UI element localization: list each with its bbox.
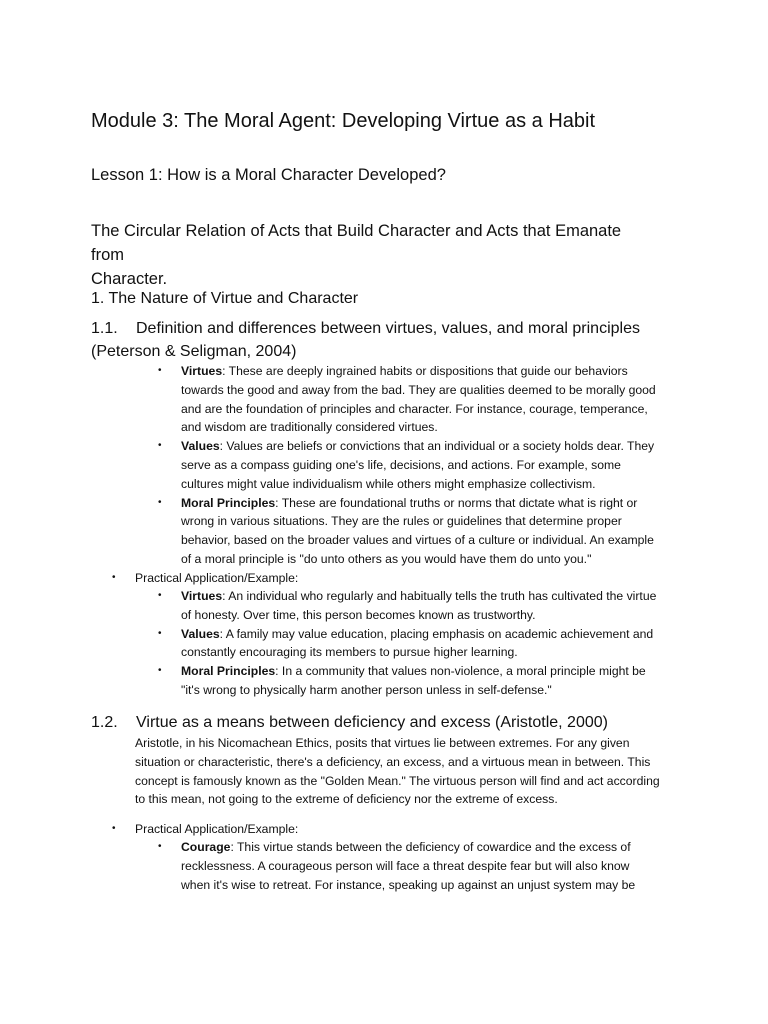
practical-application-label: Practical Application/Example: bbox=[135, 571, 299, 585]
example-text: : An individual who regularly and habitually tells the truth has cultivated the virtue of honesty. Over time, this person becomes known as trustworthy. bbox=[181, 589, 657, 622]
bullet-icon: • bbox=[112, 572, 116, 583]
definition-term: Virtues bbox=[181, 364, 223, 378]
example-text: : This virtue stands between the deficiency of cowardice and the excess of recklessness. A courageous person will face a threat despite fear but will also know when it's wise to retreat. For instance, speaking up against an unjust system may be bbox=[181, 840, 636, 892]
subsection-1-2-number: 1.2. bbox=[91, 714, 118, 731]
bullet-icon: • bbox=[158, 590, 162, 601]
subsection-1-2-title-text: Virtue as a means between deficiency and excess (Aristotle, 2000) bbox=[136, 714, 608, 731]
bullet-icon: • bbox=[158, 841, 162, 852]
bullet-icon: • bbox=[158, 440, 162, 452]
practical-application-list-1-2 bbox=[112, 820, 655, 839]
subsection-1-1-title-line2: (Peterson & Seligman, 2004) bbox=[91, 343, 297, 360]
bullet-icon: • bbox=[112, 823, 116, 834]
list-item bbox=[112, 569, 655, 588]
list-item bbox=[158, 362, 661, 437]
bullet-icon: • bbox=[158, 627, 162, 639]
example-term: Values bbox=[181, 626, 220, 641]
bullet-icon: • bbox=[158, 665, 162, 677]
definition-text: : Values are beliefs or convictions that an individual or a society holds dear. They serve as a compass guiding one's life, decisions, and actions. For example, some cultures might value individualism while others might emphasize collectivism. bbox=[181, 439, 655, 491]
bullet-icon: • bbox=[158, 365, 162, 376]
aristotle-paragraph: Aristotle, in his Nicomachean Ethics, posits that virtues lie between extremes. For any given situation or characteristic, there's a deficiency, an excess, and a virtuous mean in between. This concept is famously known as the "Golden Mean." The virtuous person will find and act according to this mean, not going to the extreme of deficiency nor the extreme of excess. bbox=[135, 736, 660, 807]
example-term: Courage bbox=[181, 840, 231, 854]
circular-relation-heading bbox=[91, 219, 651, 291]
circular-relation-line1: The Circular Relation of Acts that Build Character and Acts that Emanate from bbox=[91, 222, 622, 264]
definitions-list bbox=[158, 362, 661, 569]
list-item bbox=[158, 662, 661, 700]
subsection-1-2-title bbox=[91, 711, 671, 734]
list-item bbox=[112, 820, 655, 839]
practical-application-label: Practical Application/Example: bbox=[135, 822, 299, 836]
list-item bbox=[158, 625, 661, 663]
definition-term: Values bbox=[181, 439, 220, 454]
examples-list-1-1 bbox=[158, 587, 661, 700]
circular-relation-line2: Character. bbox=[91, 270, 168, 288]
example-term: Moral Principles bbox=[181, 664, 276, 679]
example-text: : In a community that values non-violence, a moral principle might be "it's wrong to physically harm another person unless in self-defense." bbox=[181, 664, 646, 697]
practical-application-list-1-1 bbox=[112, 569, 655, 588]
lesson-title: Lesson 1: How is a Moral Character Developed? bbox=[91, 166, 446, 184]
subsection-1-1-title-line1: Definition and differences between virtues, values, and moral principles bbox=[136, 320, 640, 337]
list-item bbox=[158, 437, 661, 493]
list-item bbox=[158, 494, 661, 569]
definition-term: Moral Principles bbox=[181, 495, 276, 510]
section-1-title: 1. The Nature of Virtue and Character bbox=[91, 290, 359, 307]
list-item bbox=[158, 587, 661, 625]
module-title: Module 3: The Moral Agent: Developing Virtue as a Habit bbox=[91, 110, 596, 132]
subsection-1-1-number: 1.1. bbox=[91, 320, 118, 337]
definition-text: : These are foundational truths or norms that dictate what is right or wrong in various situations. They are the rules or guidelines that determine proper behavior, based on the broader values and virtues of a culture or individual. An example of a moral principle is "do unto others as you would have them do unto you." bbox=[181, 495, 654, 566]
subsection-1-1-title bbox=[91, 317, 671, 363]
example-term: Virtues bbox=[181, 589, 223, 603]
bullet-icon: • bbox=[158, 496, 162, 508]
definition-text: : These are deeply ingrained habits or dispositions that guide our behaviors towards the good and away from the bad. They are qualities deemed to be morally good and are the foundation of principles and character. For instance, courage, temperance, and wisdom are traditionally considered virtues. bbox=[181, 364, 656, 435]
list-item bbox=[158, 838, 661, 894]
examples-list-1-2 bbox=[158, 838, 661, 894]
example-text: : A family may value education, placing emphasis on academic achievement and constantly encouraging its members to pursue higher learning. bbox=[181, 626, 654, 660]
